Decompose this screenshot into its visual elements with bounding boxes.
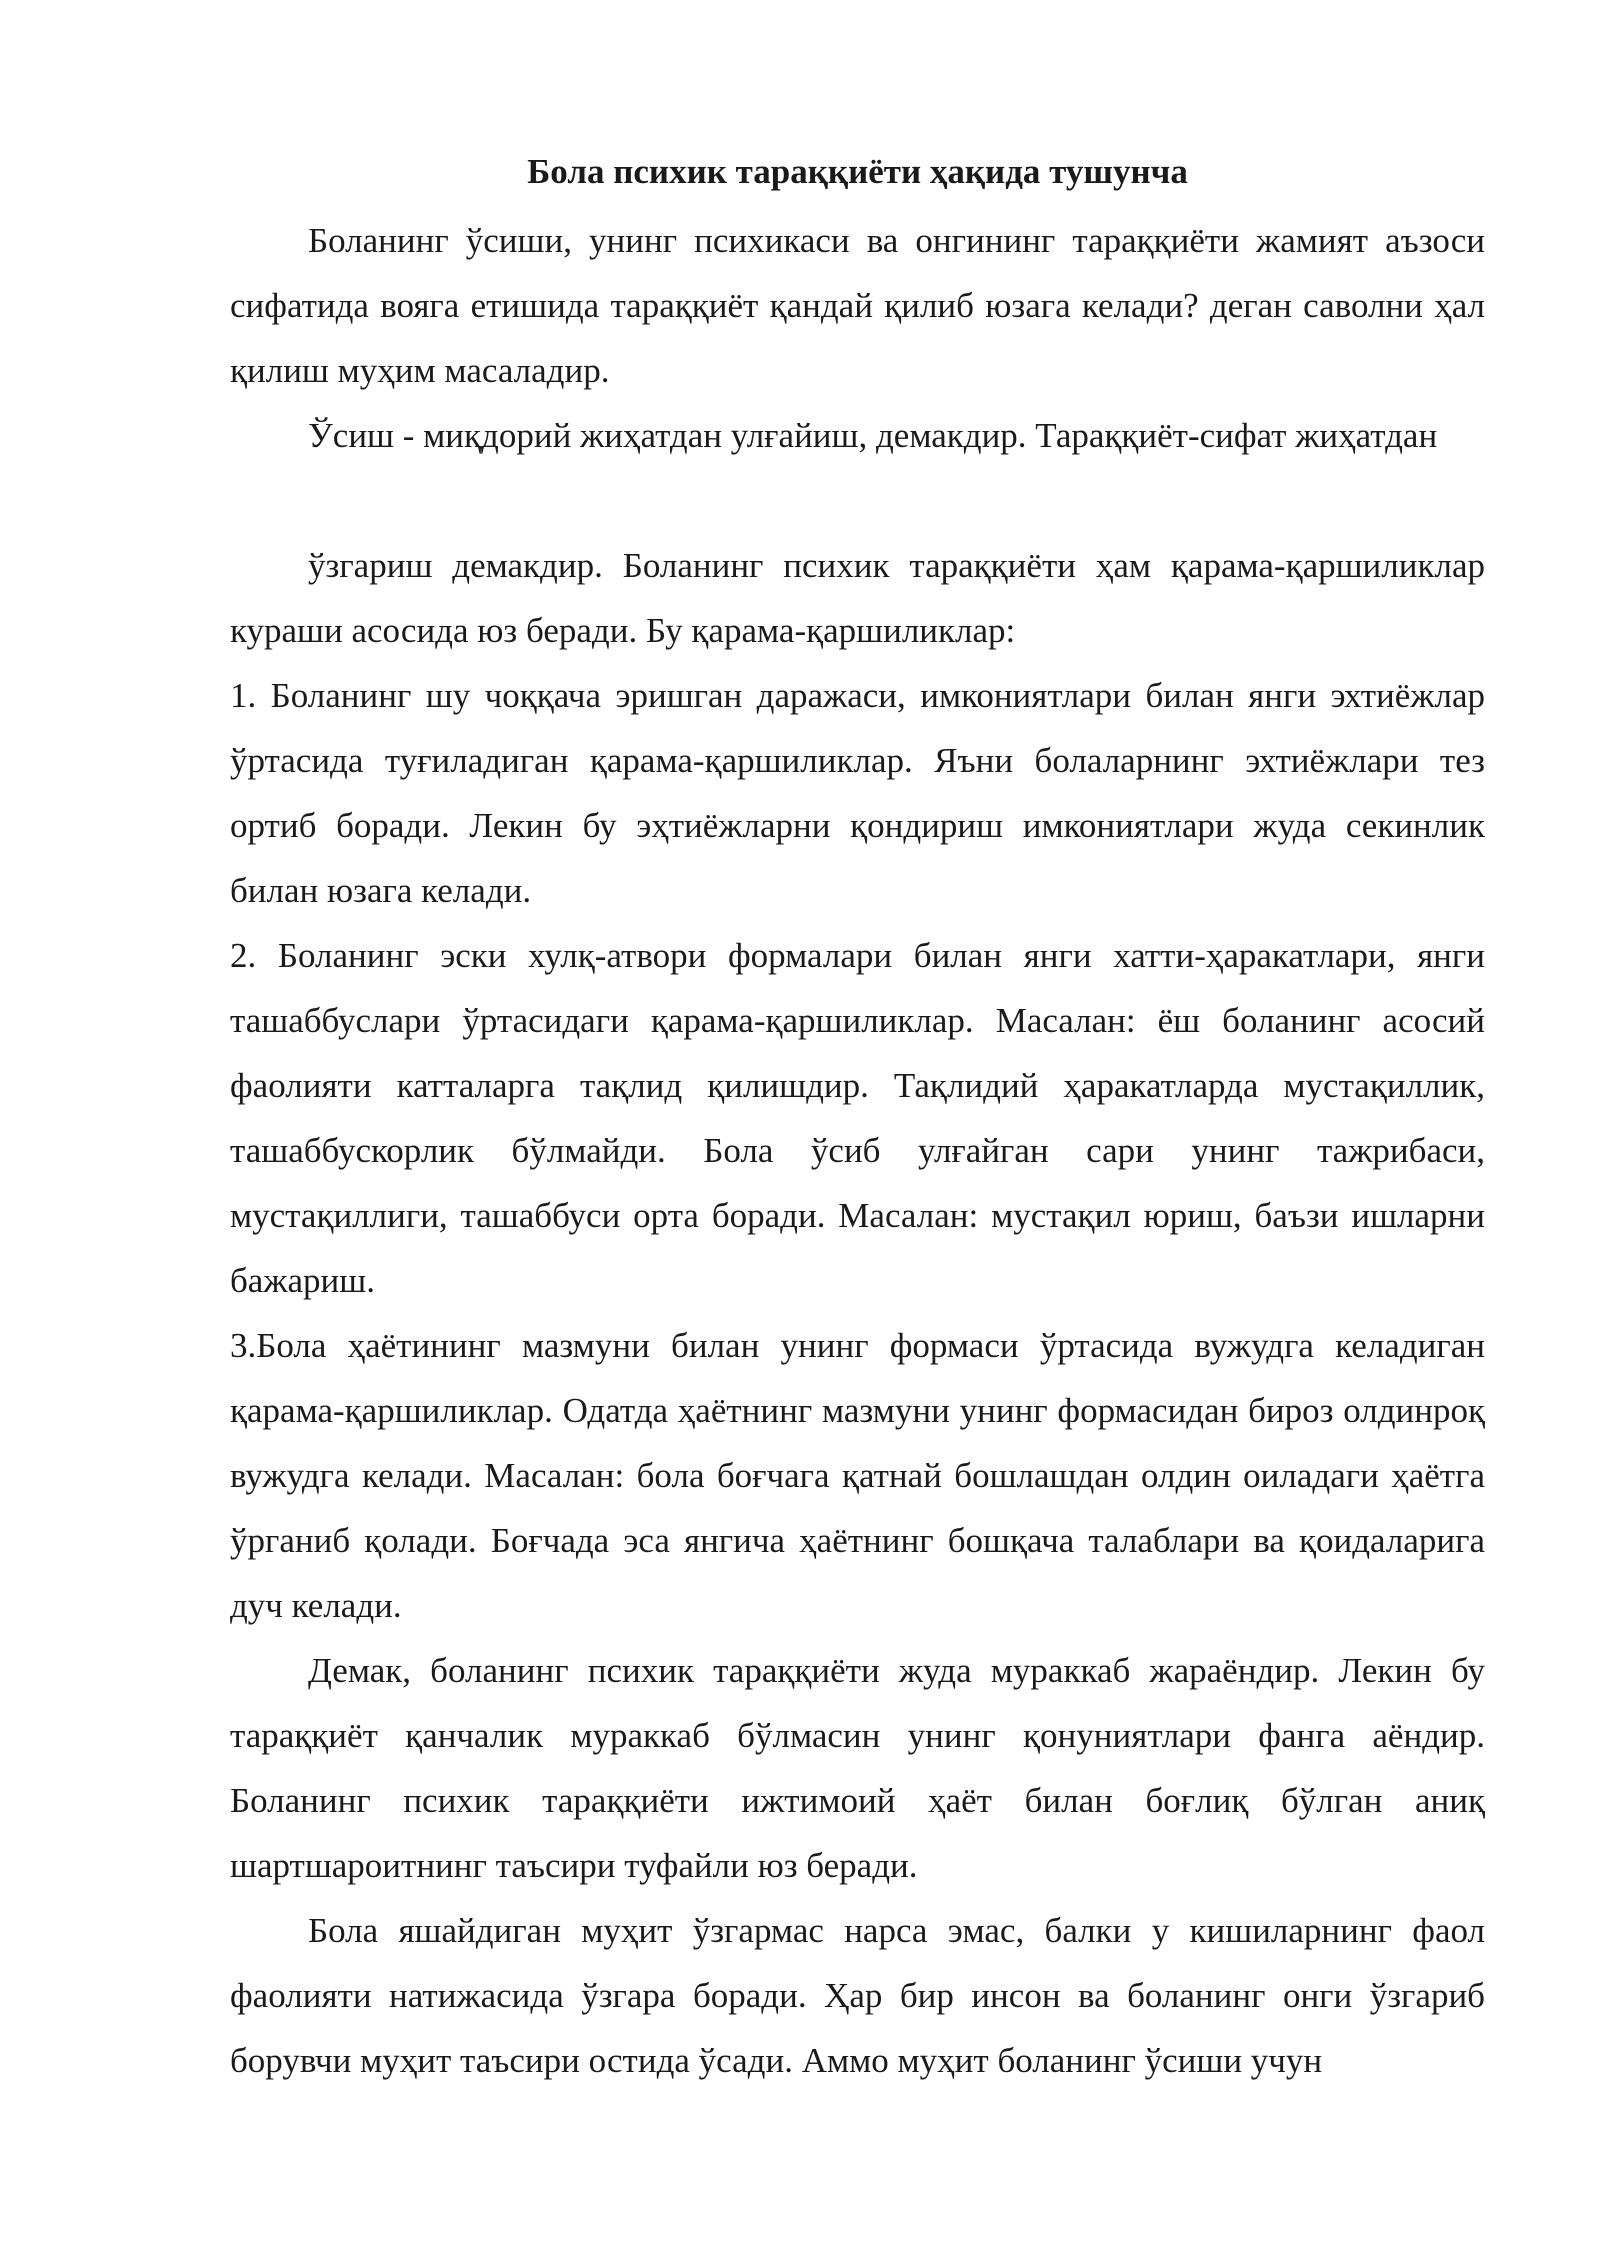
document-title: Бола психик тараққиёти ҳақида тушунча [527, 152, 1188, 191]
list-item-1: 1. Боланинг шу чоққача эришган даражаси, имкониятлари билан янги эхтиёжлар ўртасида туғиладиган қарама-қаршиликлар. Яъни болаларнинг эхтиёжлари тез ортиб боради. Лекин бу эҳтиёжларни қондириш имкониятлари жуда секинлик билан юзага келади. [230, 676, 1485, 910]
paragraph-3: ўзгариш демакдир. Боланинг психик тараққиёти ҳам қарама-қаршиликлар кураши асосида юз беради. Бу қарама-қаршиликлар: [230, 546, 1485, 650]
list-item-2: 2. Боланинг эски хулқ-атвори формалари билан янги хатти-ҳаракатлари, янги ташаббуслари ўртасидаги қарама-қаршиликлар. Масалан: ёш боланинг асосий фаолияти катталарга тақлид қилишдир. Тақлидий ҳаракатларда мустақиллик, ташаббускорлик бўлмайди. Бола ўсиб улғайган сари унинг тажрибаси, мустақиллиги, ташаббуси орта боради. Масалан: мустақил юриш, баъзи ишларни бажариш. [230, 936, 1485, 1300]
paragraph-5: Бола яшайдиган муҳит ўзгармас нарса эмас, балки у кишиларнинг фаол фаолияти натижасида ўзгара боради. Ҳар бир инсон ва боланинг онги ўзгариб борувчи муҳит таъсири остида ўсади. Аммо муҳит боланинг ўсиши учун [230, 1911, 1485, 2080]
paragraph-4: Демак, боланинг психик тараққиёти жуда мураккаб жараёндир. Лекин бу тараққиёт қанчалик мураккаб бўлмасин унинг қонуниятлари фанга аёндир. Боланинг психик тараққиёти ижтимоий ҳаёт билан боғлиқ бўлган аниқ шартшароитнинг таъсири туфайли юз беради. [230, 1651, 1485, 1885]
paragraph-1: Боланинг ўсиши, унинг психикаси ва онгининг тараққиёти жамият аъзоси сифатида вояга етишида тараққиёт қандай қилиб юзага келади? деган саволни ҳал қилиш муҳим масаладир. [230, 221, 1485, 390]
paragraph-2: Ўсиш - миқдорий жиҳатдан улғайиш, демакдир. Тараққиёт-сифат жиҳатдан [308, 416, 1438, 455]
list-item-3: 3.Бола ҳаётининг мазмуни билан унинг формаси ўртасида вужудга келадиган қарама-қаршиликлар. Одатда ҳаётнинг мазмуни унинг формасидан бироз олдинроқ вужудга келади. Масалан: бола боғчага қатнай бошлашдан олдин оиладаги ҳаётга ўрганиб қолади. Боғчада эса янгича ҳаётнинг бошқача талаблари ва қоидаларига дуч келади. [230, 1326, 1485, 1625]
